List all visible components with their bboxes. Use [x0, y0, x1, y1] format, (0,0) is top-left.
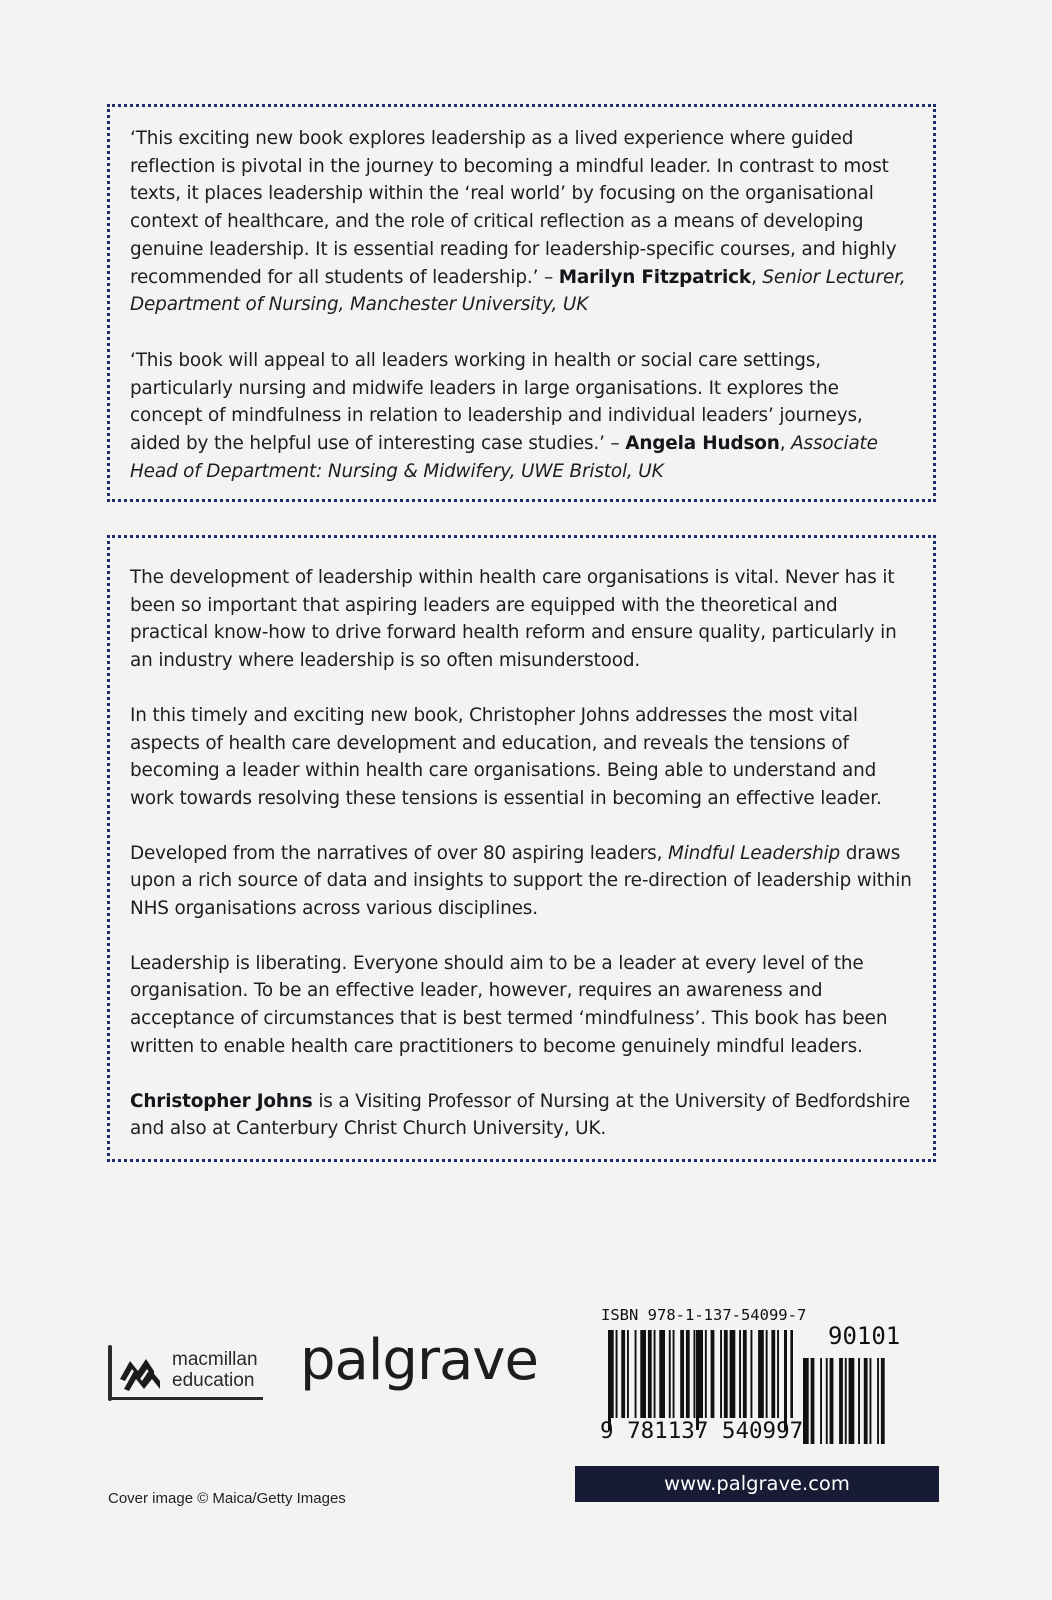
barcode-bar: [751, 1330, 753, 1418]
barcode-bar: [724, 1330, 728, 1418]
barcode-bar: [720, 1330, 722, 1418]
barcode-bar: [711, 1330, 715, 1418]
book-description-box: [107, 535, 936, 1162]
palgrave-logo: palgrave: [300, 1328, 538, 1393]
macmillan-m-icon: [120, 1355, 166, 1391]
macmillan-wordmark-line-1: macmillan: [172, 1349, 258, 1370]
book-title: Mindful Leadership: [667, 842, 841, 864]
cover-image-credit: Cover image © Maica/Getty Images: [108, 1490, 346, 1507]
barcode-bar: [659, 1330, 665, 1418]
barcode-bar: [648, 1330, 652, 1418]
barcode-bar: [803, 1358, 809, 1444]
description-paragraph-3: [130, 840, 913, 923]
description-paragraph-3-start: Developed from the narratives of over 80 aspiring leaders,: [130, 842, 663, 864]
barcode-bar: [680, 1330, 684, 1418]
barcode-bar: [654, 1330, 656, 1418]
macmillan-wordmark-line-2: education: [172, 1370, 255, 1391]
barcode-bar: [621, 1330, 625, 1418]
barcode-guard-bar: [608, 1330, 611, 1430]
logo-bracket-vertical: [108, 1345, 112, 1401]
reviewer-2-affiliation: Associate Head of Department: Nursing & Midwifery, UWE Bristol, UK: [130, 433, 878, 482]
barcode-bar: [616, 1330, 618, 1418]
author-name: Christopher Johns: [130, 1090, 313, 1112]
barcode-bar: [830, 1358, 834, 1444]
review-quote-2-text: ‘This book will appeal to all leaders working in health or social care settings, particularly nursing and midwife leaders in large organisations. It explores the concept of mindfulness in relation to leadership and individual leaders’ journeys, aided by the helpful use of interesting case studies.’ –: [130, 349, 863, 455]
barcode-guard-bar: [784, 1330, 787, 1430]
author-bio: [130, 1088, 913, 1143]
description-paragraph-2: In this timely and exciting new book, Christopher Johns addresses the most vital aspects of health care development and education, and reveals the tensions of becoming a leader within health care organisations. Being able to understand and work towards resolving these tensions is essential in becoming an effective leader.: [130, 704, 882, 809]
macmillan-education-logo: [108, 1345, 266, 1401]
barcode-bar: [669, 1330, 671, 1418]
barcode-bar: [640, 1330, 646, 1418]
barcode-bar: [790, 1330, 793, 1418]
barcode-bar: [777, 1330, 779, 1418]
barcode-bar: [870, 1358, 872, 1444]
barcode-bar: [743, 1330, 747, 1418]
barcode-bar: [877, 1358, 879, 1444]
barcode-bar: [864, 1358, 868, 1444]
logo-bracket-horizontal: [108, 1397, 263, 1400]
reviewer-2-name: Angela Hudson: [625, 433, 780, 455]
barcode-bar: [826, 1358, 828, 1444]
barcode-bar: [839, 1358, 843, 1444]
barcode-bar: [739, 1330, 741, 1418]
barcode-bar: [820, 1358, 822, 1444]
publisher-website[interactable]: www.palgrave.com: [575, 1466, 939, 1502]
barcode-bar: [811, 1358, 815, 1444]
barcode-bar: [730, 1330, 736, 1418]
review-quotes-box: [107, 104, 936, 502]
barcode-bar: [686, 1330, 690, 1418]
isbn-label: ISBN 978-1-137-54099-7: [601, 1306, 807, 1324]
review-quote-1-text: ‘This exciting new book explores leadership as a lived experience where guided reflection is pivotal in the journey to becoming a mindful leader. In contrast to most texts, it places leadership within the ‘real world’ by focusing on the organisational context of healthcare, and the role of critical reflection as a means of developing genuine leadership. It is essential reading for leadership-specific courses, and highly recommended for all students of leadership.’ –: [130, 128, 897, 288]
barcode-digits: 9 781137 540997: [600, 1418, 804, 1444]
review-quote-2: ‘This book will appeal to all leaders working in health or social care settings, particularly nursing and midwife leaders in large organisations. It explores the concept of mindfulness in relation to leadership and individual leaders’ journeys, aided by the helpful use of interesting case studies.’ – Angela Hudson, Associate Head of Department: Nursing & Midwifery, UWE Bristol, UK: [130, 349, 878, 482]
barcode-addon-digits: 90101: [828, 1322, 901, 1350]
barcode-bar: [635, 1330, 637, 1418]
barcode-bar: [881, 1358, 885, 1444]
barcode-bar: [673, 1330, 675, 1418]
barcode-bar: [705, 1330, 707, 1418]
barcode-bar: [766, 1330, 768, 1418]
review-quote-1: ‘This exciting new book explores leadership as a lived experience where guided reflection is pivotal in the journey to becoming a mindful leader. In contrast to most texts, it places leadership within the ‘real world’ by focusing on the organisational context of healthcare, and the role of critical reflection as a means of developing genuine leadership. It is essential reading for leadership-specific courses, and highly recommended for all students of leadership.’ – Marilyn Fitzpatrick, Senior Lecturer, Department of Nursing, Manchester University, UK: [130, 128, 906, 316]
description-paragraph-4: Leadership is liberating. Everyone should aim to be a leader at every level of the organisation. To be an effective leader, however, requires an awareness and acceptance of circumstances that is best termed ‘mindfulness’. This book has been written to enable health care practitioners to become genuinely mindful leaders.: [130, 952, 888, 1057]
barcode-bar: [694, 1330, 696, 1418]
description-paragraph-1: The development of leadership within health care organisations is vital. Never has it been so important that aspiring leaders are equipped with the theoretical and practical know-how to drive forward health reform and ensure quality, particularly in an industry where leadership is so often misunderstood.: [130, 567, 897, 672]
barcode-bar: [771, 1330, 775, 1418]
barcode-bar: [849, 1358, 855, 1444]
barcode-guard-bar: [696, 1330, 699, 1430]
barcode-bar: [845, 1358, 847, 1444]
description-paragraph-3-end: draws upon a rich source of data and insights to support the re-direction of leadership within NHS organisations across various disciplines.: [130, 842, 912, 920]
barcode-bar: [627, 1330, 629, 1418]
reviewer-1-affiliation: Senior Lecturer, Department of Nursing, Manchester University, UK: [130, 266, 906, 316]
barcode-bar: [758, 1330, 764, 1418]
barcode-bar: [858, 1358, 860, 1444]
author-bio-text: is a Visiting Professor of Nursing at the University of Bedfordshire and also at Canterbury Christ Church University, UK.: [130, 1090, 911, 1140]
reviewer-1-name: Marilyn Fitzpatrick: [558, 266, 751, 288]
macmillan-wordmark: [172, 1349, 258, 1391]
